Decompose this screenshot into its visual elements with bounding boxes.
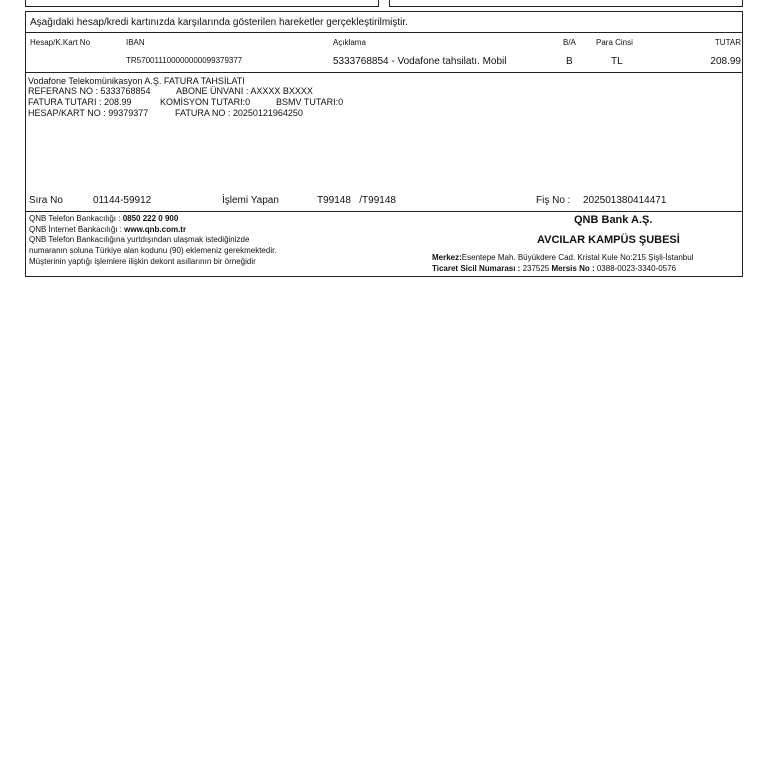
merkez-label: Merkez:	[432, 253, 462, 262]
ticaret-label: Ticaret Sicil Numarası :	[432, 264, 523, 273]
header-description: Açıklama	[333, 38, 366, 47]
detail-invoice-no: FATURA NO : 20250121964250	[175, 108, 303, 118]
detail-reference: REFERANS NO : 5333768854	[28, 86, 151, 96]
islem-value: T99148 /T99148	[317, 195, 396, 206]
sira-label: Sıra No	[29, 195, 63, 206]
detail-bsmv: BSMV TUTARI:0	[276, 97, 344, 107]
row-description: 5333768854 - Vodafone tahsilatı. Mobil	[333, 56, 507, 67]
meta-divider	[25, 211, 743, 212]
footer-abroad-2: numaranın soluna Türkiye alan kodunu (90) eklemeniz gerekmektedir.	[29, 246, 277, 255]
top-left-box-edge	[25, 0, 379, 7]
row-currency: TL	[611, 56, 623, 67]
notice-text: Aşağıdaki hesap/kredi kartınızda karşılarında gösterilen hareketler gerçekleştirilmiştir.	[30, 17, 408, 28]
detail-line-1: Vodafone Telekomünikasyon A.Ş. FATURA TAHSİLATI	[28, 76, 245, 86]
sira-value: 01144-59912	[93, 195, 152, 206]
fis-value: 202501380414471	[583, 195, 667, 206]
detail-subscriber: ABONE ÜNVANI : AXXXX BXXXX	[176, 86, 313, 96]
header-iban: IBAN	[126, 38, 145, 47]
footer-abroad-3: Müşterinin yaptığı işlemlere ilişkin dekont asıllarının bir örneğidir	[29, 257, 256, 266]
detail-account-no: HESAP/KART NO : 99379377	[28, 108, 149, 118]
header-ba: B/A	[563, 38, 576, 47]
footer-registry	[432, 265, 676, 273]
header-amount: TUTAR	[714, 38, 741, 47]
branch-name: AVCILAR KAMPÜS ŞUBESİ	[537, 234, 680, 246]
internet-label: QNB İnternet Bankacılığı :	[29, 225, 125, 234]
row-iban: TR570011100000000099379377	[126, 56, 243, 65]
footer-abroad-1: QNB Telefon Bankacılığına yurtdışından ulaşmak istediğinizde	[29, 235, 250, 244]
row-amount: 208.99	[710, 56, 741, 67]
header-account: Hesap/K.Kart No	[30, 38, 91, 47]
detail-invoice-amount: FATURA TUTARI : 208.99	[28, 97, 132, 107]
notice-divider	[25, 32, 743, 33]
bank-name: QNB Bank A.Ş.	[574, 214, 653, 226]
fis-label: Fiş No :	[536, 195, 571, 206]
internet-value: www.qnb.com.tr	[124, 225, 187, 234]
table-divider	[25, 72, 743, 73]
detail-commission: KOMİSYON TUTARI:0	[160, 97, 251, 107]
mersis-label: Mersis No :	[551, 264, 597, 273]
merkez-value: Esentepe Mah. Büyükdere Cad. Kristal Kule No:215 Şişli-İstanbul	[461, 253, 694, 262]
header-currency: Para Cinsi	[596, 38, 633, 47]
phone-label: QNB Telefon Bankacılığı :	[29, 214, 123, 223]
ticaret-value: 237525	[522, 264, 550, 273]
row-ba: B	[566, 56, 573, 67]
footer-phone	[29, 215, 178, 223]
mersis-value: 0388-0023-3340-0576	[596, 264, 677, 273]
phone-value: 0850 222 0 900	[122, 214, 179, 223]
footer-merkez	[432, 254, 693, 262]
islem-label: İşlemi Yapan	[222, 195, 279, 206]
footer-internet	[29, 226, 186, 234]
top-right-box-edge	[389, 0, 743, 7]
